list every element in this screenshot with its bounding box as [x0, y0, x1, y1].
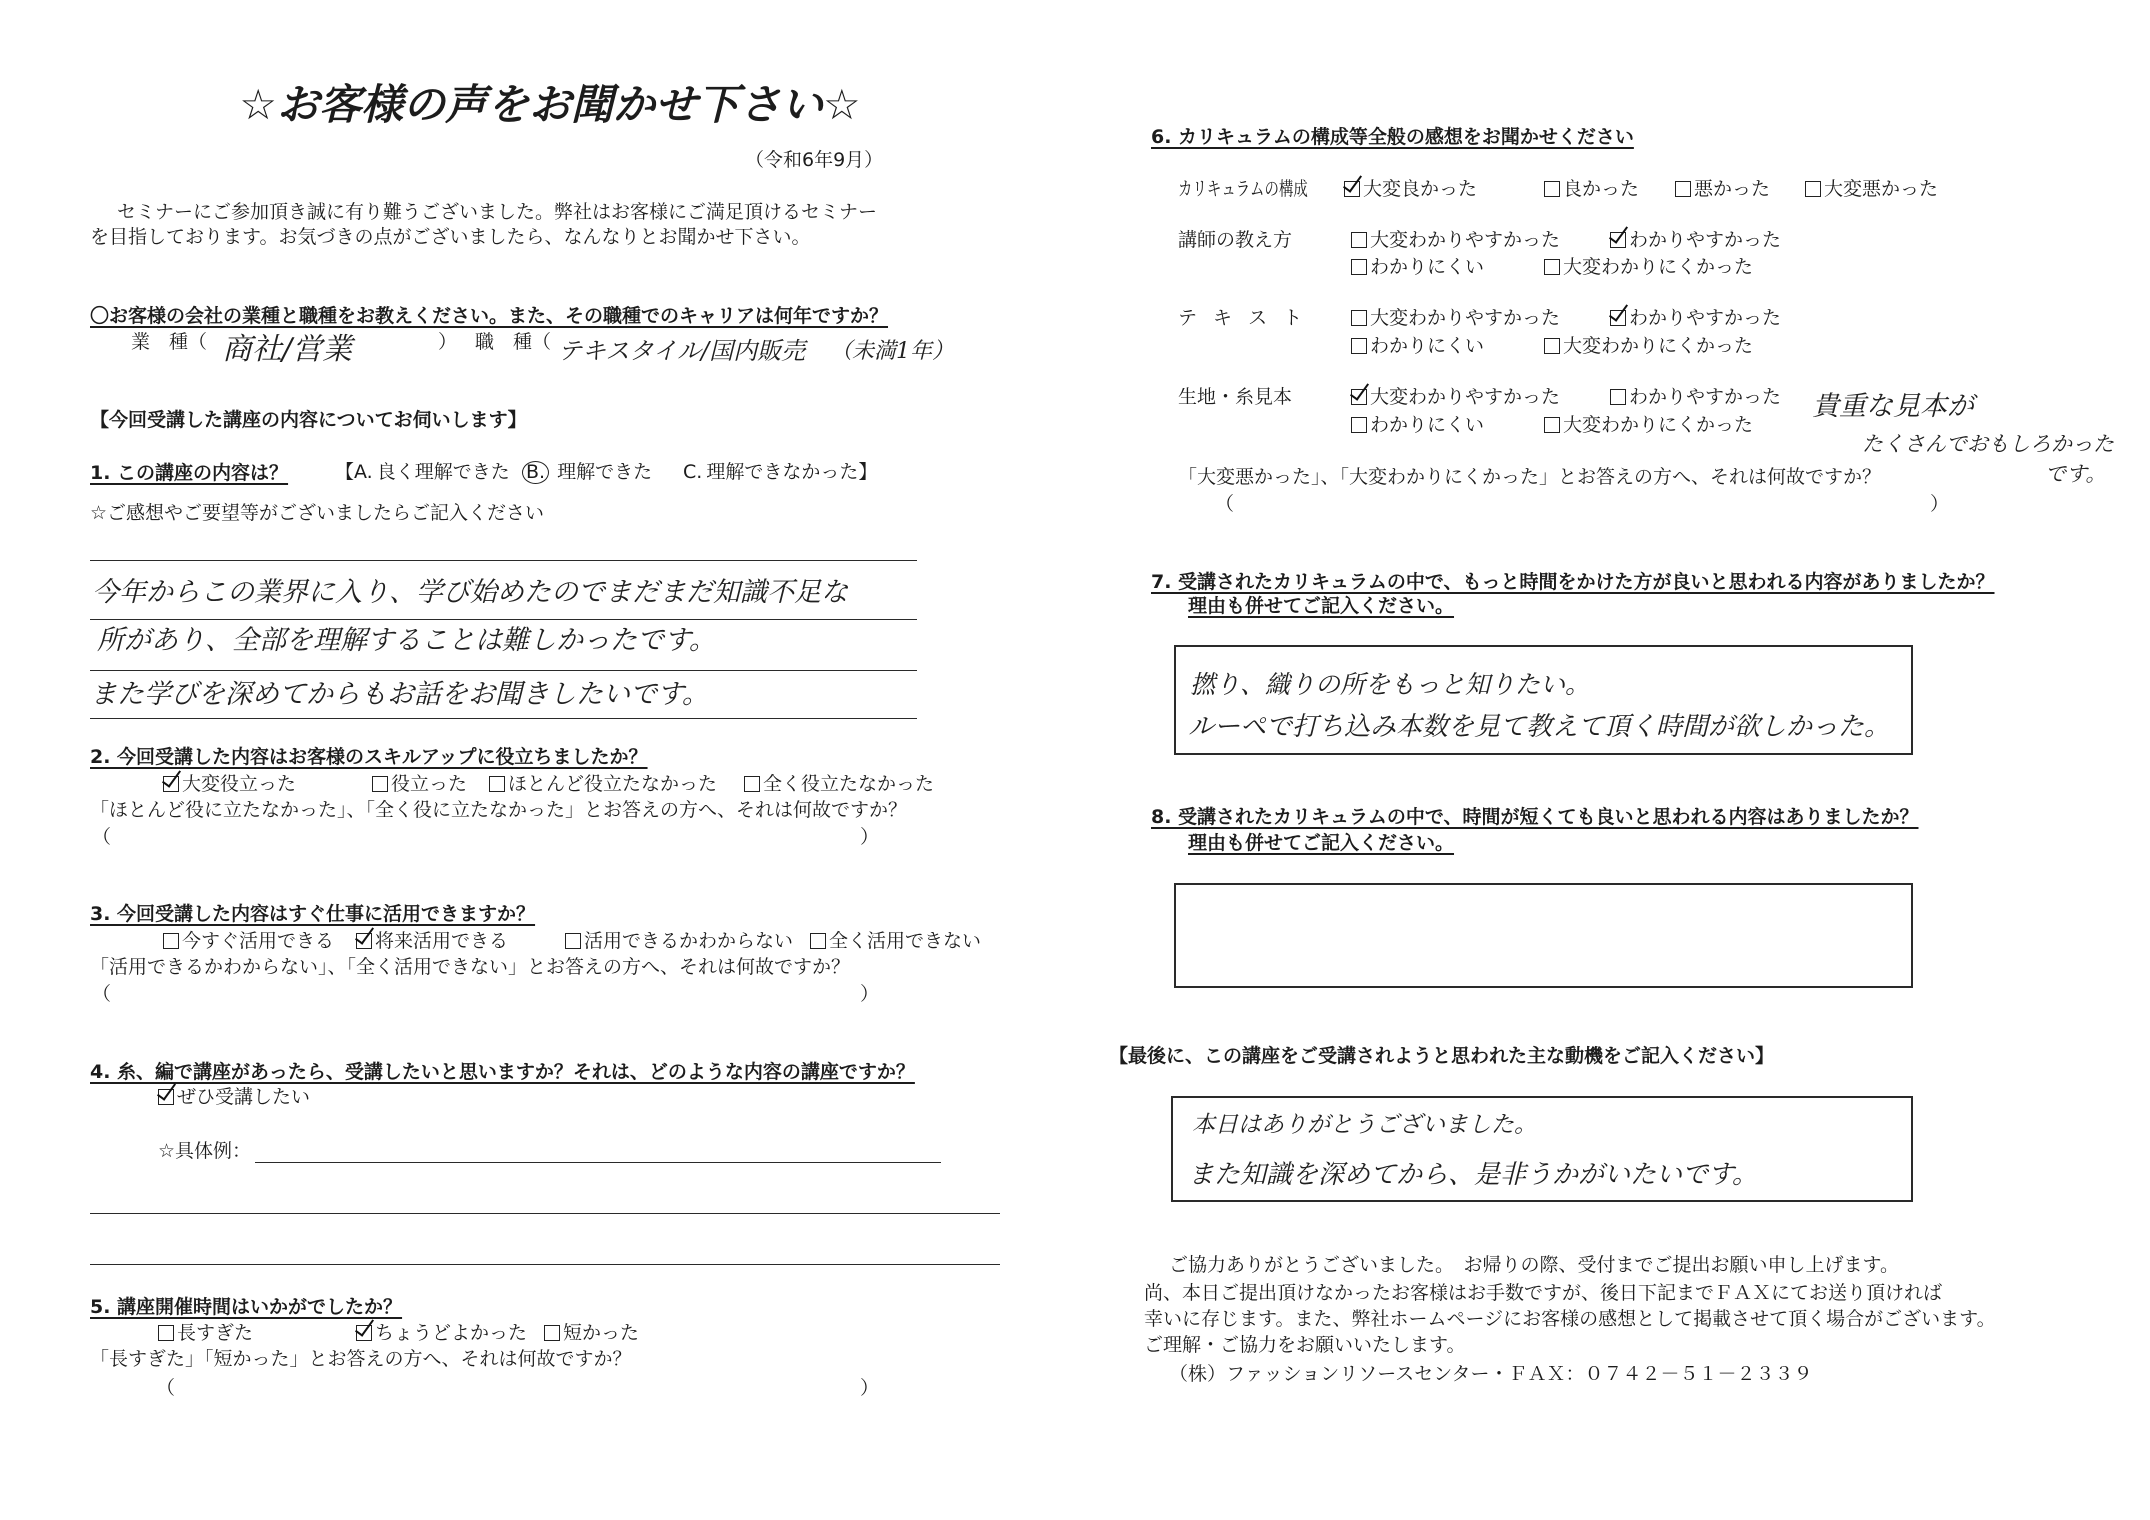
q6-option[interactable] [1544, 178, 1639, 201]
comment-line [90, 718, 917, 719]
q6-option-label: 大変わかりやすかった [1370, 307, 1561, 329]
q6-paren-close: ） [1930, 493, 1950, 515]
q3-question: 3. 今回受講した内容はすぐ仕事に活用できますか？ [90, 903, 536, 925]
industry-label: 業 種（ [131, 331, 208, 353]
q6-option[interactable] [1610, 307, 1781, 330]
industry-close-paren: ） [438, 331, 458, 353]
job-label: 職 種（ [475, 331, 552, 353]
q1-option-label: 理解できなかった】 [706, 461, 878, 483]
q6-option[interactable] [1351, 256, 1484, 279]
career-question: 〇お客様の会社の業種と職種をお教えください。また、その職種でのキャリアは何年ですか？ [90, 305, 889, 327]
checkbox[interactable] [1351, 232, 1367, 248]
q6-row-label-structure: カリキュラムの構成 [1178, 178, 1308, 200]
checkbox[interactable] [163, 933, 179, 949]
footer-contact: （株）ファッションリソースセンター・ＦＡＸ：０７４２－５１－２３３９ [1169, 1363, 1813, 1385]
career-years-answer[interactable]: （未満1年） [830, 339, 954, 364]
q6-option[interactable] [1544, 256, 1753, 279]
q6-comment-line-1[interactable]: 貴重な見本が [1812, 391, 1974, 422]
q6-option-label: わかりにくい [1370, 335, 1485, 357]
industry-answer[interactable]: 商社/営業 [222, 332, 353, 367]
checkbox[interactable] [1344, 181, 1360, 197]
q6-question: 6. カリキュラムの構成等全般の感想をお聞かせください [1151, 126, 1634, 148]
checkbox[interactable] [1544, 181, 1560, 197]
q1-option-c[interactable] [679, 461, 877, 484]
q5-paren-open: （ [156, 1377, 176, 1399]
q2-paren-close: ） [860, 826, 880, 848]
q6-option-label: 大変わかりにくかった [1563, 414, 1754, 436]
q3-option[interactable] [163, 930, 334, 953]
q5-option[interactable] [158, 1322, 253, 1345]
q6-option[interactable] [1344, 178, 1477, 201]
checkbox[interactable] [1544, 259, 1560, 275]
q3-option[interactable] [810, 930, 981, 953]
q2-option[interactable] [372, 773, 467, 796]
motivation-answer-line-1[interactable]: 本日はありがとうございました。 [1192, 1112, 1537, 1138]
q6-option-label: わかりにくい [1370, 414, 1485, 436]
q7-question: 7. 受講されたカリキュラムの中で、もっと時間をかけた方が良いと思われる内容がありましたか？ [1151, 571, 1995, 593]
q6-option-label: 大変わかりやすかった [1370, 229, 1561, 251]
q4-option[interactable] [158, 1086, 310, 1109]
checkbox[interactable] [1351, 338, 1367, 354]
footer-line-4: ご理解・ご協力をお願いいたします。 [1144, 1334, 1466, 1356]
q3-option[interactable] [565, 930, 793, 953]
q2-option[interactable] [744, 773, 934, 796]
q1-option-a[interactable] [331, 461, 510, 484]
motivation-header: 【最後に、この講座をご受講されようと思われた主な動機をご記入ください】 [1109, 1045, 1775, 1067]
q1-option-letter[interactable]: B. [522, 461, 549, 484]
checkbox[interactable] [1805, 181, 1821, 197]
checkbox[interactable] [1351, 389, 1367, 405]
checkbox[interactable] [356, 933, 372, 949]
q6-follow-up: 「大変悪かった」、「大変わかりにくかった」とお答えの方へ、それは何故ですか？ [1178, 466, 1882, 488]
q2-paren-open: （ [92, 826, 112, 848]
form-date: （令和6年9月） [745, 149, 884, 171]
q7-answer-line-1[interactable]: 撚り、織りの所をもっと知りたい。 [1190, 670, 1591, 699]
comment-line [90, 619, 917, 620]
q3-option-label: 活用できるかわからない [584, 930, 794, 952]
q6-option-label: わかりやすかった [1629, 307, 1782, 329]
checkbox[interactable] [1351, 310, 1367, 326]
q6-option-label: 良かった [1563, 178, 1640, 200]
q1-question: 1. この講座の内容は？ [90, 462, 289, 484]
footer-line-3: 幸いに存じます。また、弊社ホームページにお客様の感想として掲載させて頂く場合がございます。 [1144, 1308, 1996, 1330]
checkbox[interactable] [1610, 232, 1626, 248]
checkbox[interactable] [163, 776, 179, 792]
q6-option-label: 大変悪かった [1824, 178, 1939, 200]
q6-option-label: 悪かった [1694, 178, 1771, 200]
q6-option-label: 大変わかりやすかった [1370, 386, 1561, 408]
q2-option[interactable] [489, 773, 717, 796]
q2-option[interactable] [163, 773, 296, 796]
checkbox[interactable] [1544, 417, 1560, 433]
q5-question: 5. 講座開催時間はいかがでしたか？ [90, 1296, 403, 1318]
q4-answer-line[interactable] [90, 1264, 1000, 1265]
q6-row-label-instructor: 講師の教え方 [1178, 229, 1293, 251]
q5-option[interactable] [356, 1322, 527, 1345]
checkbox[interactable] [158, 1089, 174, 1105]
q6-row-label-samples: 生地・糸見本 [1178, 386, 1293, 408]
checkbox[interactable] [372, 776, 388, 792]
q8-question: 8. 受講されたカリキュラムの中で、時間が短くても良いと思われる内容はありましたか？ [1151, 806, 1919, 828]
q2-option-label: 全く役立たなかった [763, 773, 935, 795]
q6-option-label: 大変良かった [1363, 178, 1478, 200]
section-header: 【今回受講した講座の内容についてお伺いします】 [90, 409, 527, 431]
q6-option[interactable] [1351, 414, 1484, 437]
q4-example-line[interactable] [255, 1162, 941, 1163]
checkbox[interactable] [544, 1325, 560, 1341]
q8-answer-box[interactable] [1174, 883, 1913, 988]
intro-line-1: セミナーにご参加頂き誠に有り難うございました。弊社はお客様にご満足頂けるセミナー [117, 201, 878, 223]
q4-question: 4. 糸、編で講座があったら、受講したいと思いますか？それは、どのような内容の講座ですか？ [90, 1061, 915, 1083]
q2-question: 2. 今回受講した内容はお客様のスキルアップに役立ちましたか？ [90, 746, 648, 768]
q2-follow-up: 「ほとんど役に立たなかった」、「全く役に立たなかった」とお答えの方へ、それは何故ですか？ [90, 799, 908, 821]
q3-paren-close: ） [860, 983, 880, 1005]
q1-option-letter[interactable]: C. [683, 461, 703, 483]
q4-example-label: ☆具体例： [158, 1140, 252, 1162]
q6-option[interactable] [1351, 307, 1560, 330]
q6-option[interactable] [1805, 178, 1938, 201]
checkbox[interactable] [565, 933, 581, 949]
q1-comment-line-2[interactable]: 所があり、全部を理解することは難しかったです。 [97, 625, 716, 656]
q6-option-label: わかりにくい [1370, 256, 1485, 278]
q1-option-label: 良く理解できた [376, 461, 510, 483]
form-title: ☆お客様の声をお聞かせ下さい☆ [239, 80, 861, 129]
checkbox[interactable] [1610, 310, 1626, 326]
q1-option-label: 理解できた [557, 461, 653, 483]
q2-option-label: ほとんど役立たなかった [508, 773, 718, 795]
checkbox[interactable] [1675, 181, 1691, 197]
q6-comment-line-3[interactable]: です。 [2045, 462, 2107, 486]
q2-option-label: 役立った [391, 773, 468, 795]
q1-comment-prompt: ☆ご感想やご要望等がございましたらご記入ください [90, 502, 545, 524]
q3-option-label: 今すぐ活用できる [182, 930, 335, 952]
q4-answer-line[interactable] [90, 1213, 1000, 1214]
q8-sub: 理由も併せてご記入ください。 [1188, 832, 1455, 854]
q1-comment-line-3[interactable]: また学びを深めてからもお話をお聞きしたいです。 [90, 679, 709, 710]
q6-option[interactable] [1610, 386, 1781, 409]
checkbox[interactable] [1351, 259, 1367, 275]
q6-option[interactable] [1544, 335, 1753, 358]
q5-option-label: 短かった [563, 1322, 640, 1344]
q6-option[interactable] [1351, 229, 1560, 252]
q4-option-label: ぜひ受講したい [177, 1086, 311, 1108]
q1-comment-line-1[interactable]: 今年からこの業界に入り、学び始めたのでまだまだ知識不足な [92, 577, 848, 608]
q5-option-label: 長すぎた [177, 1322, 254, 1344]
q7-sub: 理由も併せてご記入ください。 [1188, 595, 1455, 617]
q3-option-label: 将来活用できる [375, 930, 509, 952]
comment-line [90, 670, 917, 671]
footer-line-1: ご協力ありがとうございました。 お帰りの際、受付までご提出お願い申し上げます。 [1169, 1254, 1899, 1276]
q2-option-label: 大変役立った [182, 773, 297, 795]
q5-option[interactable] [544, 1322, 639, 1345]
q6-option[interactable] [1351, 386, 1560, 409]
q5-option-label: ちょうどよかった [375, 1322, 528, 1344]
q3-option-label: 全く活用できない [829, 930, 982, 952]
checkbox[interactable] [356, 1325, 372, 1341]
q6-option-label: わかりやすかった [1629, 386, 1782, 408]
intro-line-2: を目指しております。お気づきの点がございましたら、なんなりとお聞かせ下さい。 [90, 226, 811, 248]
q5-follow-up: 「長すぎた」「短かった」とお答えの方へ、それは何故ですか？ [90, 1348, 632, 1370]
checkbox[interactable] [158, 1325, 174, 1341]
checkbox[interactable] [489, 776, 505, 792]
checkbox[interactable] [1351, 417, 1367, 433]
q3-follow-up: 「活用できるかわからない」、「全く活用できない」とお答えの方へ、それは何故ですか？ [90, 956, 851, 978]
q6-option[interactable] [1610, 229, 1781, 252]
q1-option-b[interactable] [522, 461, 652, 484]
q3-paren-open: （ [92, 983, 112, 1005]
q6-option-label: 大変わかりにくかった [1563, 256, 1754, 278]
checkbox[interactable] [744, 776, 760, 792]
q6-comment-line-2[interactable]: たくさんでおもしろかった [1862, 432, 2114, 456]
checkbox[interactable] [1544, 338, 1560, 354]
q7-answer-line-2[interactable]: ルーペで打ち込み本数を見て教えて頂く時間が欲しかった。 [1188, 712, 1891, 742]
q6-row-label-text: テ キ ス ト [1178, 307, 1308, 329]
comment-line [90, 560, 917, 561]
q3-option[interactable] [356, 930, 508, 953]
q6-paren-open: （ [1215, 493, 1235, 515]
q1-option-letter[interactable]: 【A. [335, 461, 373, 483]
job-answer[interactable]: テキスタイル/国内販売 [558, 337, 806, 365]
q6-option-label: 大変わかりにくかった [1563, 335, 1754, 357]
q5-paren-close: ） [860, 1377, 880, 1399]
q6-option[interactable] [1544, 414, 1753, 437]
q6-option[interactable] [1351, 335, 1484, 358]
checkbox[interactable] [1610, 389, 1626, 405]
footer-line-2: 尚、本日ご提出頂けなかったお客様はお手数ですが、後日下記までＦＡＸにてお送り頂ければ [1144, 1282, 1943, 1304]
checkbox[interactable] [810, 933, 826, 949]
motivation-answer-line-2[interactable]: また知識を深めてから、是非うかがいたいです。 [1188, 1160, 1758, 1190]
q6-option-label: わかりやすかった [1629, 229, 1782, 251]
q6-option[interactable] [1675, 178, 1770, 201]
